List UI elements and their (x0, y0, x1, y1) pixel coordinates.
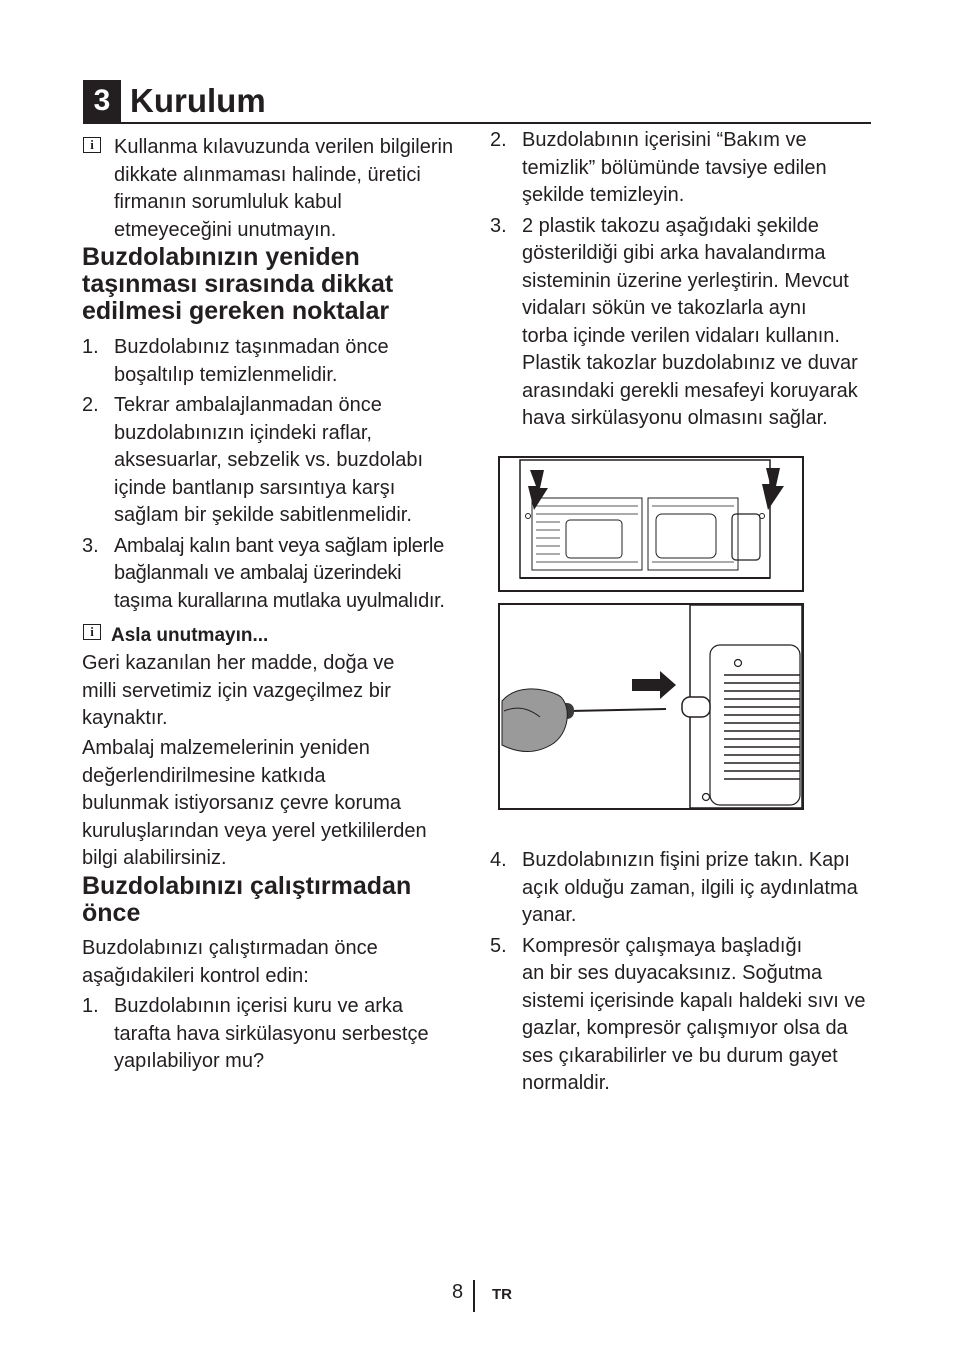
before-start-intro: Buzdolabınızı çalıştırmadan önce aşağıdakileri kontrol edin: (82, 937, 378, 987)
list-item: 2. Tekrar ambalajlanmadan önce buzdolabınızın içindeki raflar, aksesuarlar, sebzelik vs. buzdolabı içinde bantlanıp sarsıntıya karşı sağlam bir şekilde sabitlenmelidir. (82, 394, 424, 526)
recycling-paragraph: Geri kazanılan her madde, doğa ve milli servetimiz için vazgeçilmez bir kaynaktır. (82, 652, 395, 729)
list-item: 1. Buzdolabının içerisi kuru ve arka tarafta hava sirkülasyonu serbestçe yapılabiliyor mu? (82, 995, 429, 1072)
push-arrow-icon (632, 671, 676, 699)
info-icon: i (83, 624, 101, 640)
footer-divider (473, 1280, 475, 1312)
list-item: 1. Buzdolabınız taşınmadan önce boşaltılıp temizlenmelidir. (82, 336, 389, 386)
note-text: Kullanma kılavuzunda verilen bilgilerin dikkate alınmaması halinde, üretici firmanın sorumluluk kabul etmeyeceğini unutmayın. (114, 136, 454, 241)
header-rule (83, 122, 871, 124)
fridge-back-figure (498, 456, 804, 592)
chapter-title: Kurulum (130, 82, 266, 119)
list-item: 5. Kompresör çalışmaya başladığı an bir ses duyacaksınız. Soğutma sistemi içerisinde kapalı haldeki sıvı ve gazlar, kompresör çalışmıyor olsa da ses çıkarabilirler ve bu durum gayet normaldir. (490, 934, 866, 1094)
start-steps (490, 847, 875, 1098)
language-code: TR (492, 1286, 512, 1303)
packaging-paragraph: Ambalaj malzemelerinin yeniden değerlendirilmesine katkıda bulunmak istiyorsanız çevre koruma kuruluşlarından veya yerel yetkililerden bilgi alabilirsiniz. (82, 737, 427, 869)
screwdriver-figure (498, 603, 804, 810)
chapter-number: 3 (83, 80, 121, 122)
list-item: 3. 2 plastik takozu aşağıdaki şekilde gösterildiği gibi arka havalandırma sisteminin üzerine yerleştirin. Mevcut vidaları sökün ve takozlarla aynı torba içinde verilen vidaları kullanın. Plastik takozlar buzdolabınız ve duvar arasındaki gerekli mesafeyi koruyarak hava sirkülasyonu olmasını sağlar. (490, 214, 858, 429)
section-heading-moving: Buzdolabınızın yeniden taşınması sırasında dikkat edilmesi gereken noktalar (82, 243, 394, 325)
list-item: 2. Buzdolabının içerisini “Bakım ve temizlik” bölümünde tavsiye edilen şekilde temizleyin. (490, 129, 827, 206)
info-icon: i (83, 137, 103, 153)
fridge-back-illustration (500, 458, 802, 590)
moving-steps (82, 334, 467, 615)
placement-steps (490, 127, 875, 433)
before-start-steps (82, 993, 467, 1076)
section-heading-before-start: Buzdolabınızı çalıştırmadan önce (82, 872, 412, 927)
list-item: 4. Buzdolabınızın fişini prize takın. Kapı açık olduğu zaman, ilgili iç aydınlatma yanar. (490, 849, 858, 926)
page-number: 8 (452, 1281, 464, 1303)
list-item: 3. Ambalaj kalın bant veya sağlam iplerle bağlanmalı ve ambalaj üzerindeki taşıma kurallarına mutlaka uyulmalıdır. (82, 534, 445, 612)
screwdriver-illustration (500, 605, 802, 808)
note-title: Asla unutmayın... (111, 625, 269, 646)
